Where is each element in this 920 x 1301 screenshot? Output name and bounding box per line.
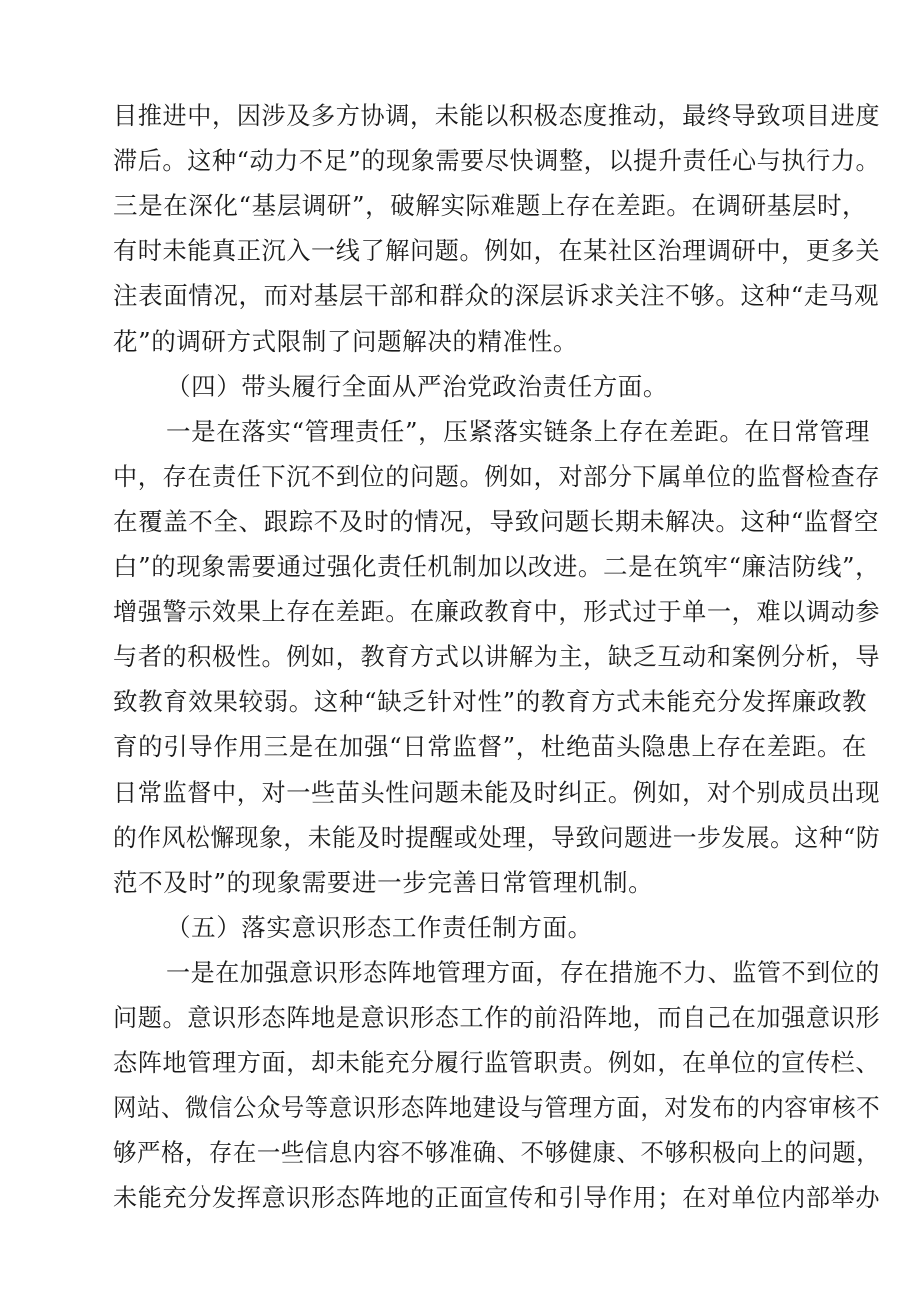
text-line: 育的引导作用三是在加强“日常监督”，杜绝苗头隐患上存在差距。在 bbox=[113, 732, 868, 762]
text-line: 花”的调研方式限制了问题解决的精准性。 bbox=[113, 326, 578, 356]
text-line: 致教育效果较弱。这种“缺乏针对性”的教育方式未能充分发挥廉政教 bbox=[113, 687, 868, 717]
text-line: 范不及时”的现象需要进一步完善日常管理机制。 bbox=[113, 867, 654, 897]
text-line: 与者的积极性。例如，教育方式以讲解为主，缺乏互动和案例分析，导 bbox=[113, 642, 881, 672]
section-heading-4: （四）带头履行全面从严治党政治责任方面。 bbox=[166, 371, 668, 401]
text-line: 未能充分发挥意识形态阵地的正面宣传和引导作用；在对单位内部举办 bbox=[113, 1183, 881, 1213]
text-line: 网站、微信公众号等意识形态阵地建设与管理方面，对发布的内容审核不 bbox=[113, 1093, 881, 1123]
text-line: 一是在落实“管理责任”，压紧落实链条上存在差距。在日常管理 bbox=[166, 416, 870, 446]
text-line: 态阵地管理方面，却未能充分履行监管职责。例如，在单位的宣传栏、 bbox=[113, 1048, 881, 1078]
section-heading-5: （五）落实意识形态工作责任制方面。 bbox=[166, 912, 593, 942]
text-line: 三是在深化“基层调研”，破解实际难题上存在差距。在调研基层时， bbox=[113, 191, 868, 221]
text-line: 注表面情况，而对基层干部和群众的深层诉求关注不够。这种“走马观 bbox=[113, 281, 880, 311]
text-line: 在覆盖不全、跟踪不及时的情况，导致问题长期未解决。这种“监督空 bbox=[113, 506, 880, 536]
text-line: 白”的现象需要通过强化责任机制加以改进。二是在筑牢“廉洁防线”， bbox=[113, 552, 881, 581]
text-line: 够严格，存在一些信息内容不够准确、不够健康、不够积极向上的问题， bbox=[113, 1138, 881, 1168]
text-line: 中，存在责任下沉不到位的问题。例如，对部分下属单位的监督检查存 bbox=[113, 461, 881, 491]
text-line: 目推进中，因涉及多方协调，未能以积极态度推动，最终导致项目进度 bbox=[113, 101, 881, 130]
text-line: 滞后。这种“动力不足”的现象需要尽快调整，以提升责任心与执行力。 bbox=[113, 146, 881, 176]
text-line: 一是在加强意识形态阵地管理方面，存在措施不力、监管不到位的 bbox=[166, 957, 880, 987]
text-line: 问题。意识形态阵地是意识形态工作的前沿阵地，而自己在加强意识形 bbox=[113, 1003, 881, 1032]
text-line: 有时未能真正沉入一线了解问题。例如，在某社区治理调研中，更多关 bbox=[113, 236, 881, 266]
text-line: 增强警示效果上存在差距。在廉政教育中，形式过于单一，难以调动参 bbox=[113, 597, 881, 627]
text-line: 日常监督中，对一些苗头性问题未能及时纠正。例如，对个别成员出现 bbox=[113, 777, 881, 807]
text-line: 的作风松懈现象，未能及时提醒或处理，导致问题进一步发展。这种“防 bbox=[113, 822, 881, 852]
